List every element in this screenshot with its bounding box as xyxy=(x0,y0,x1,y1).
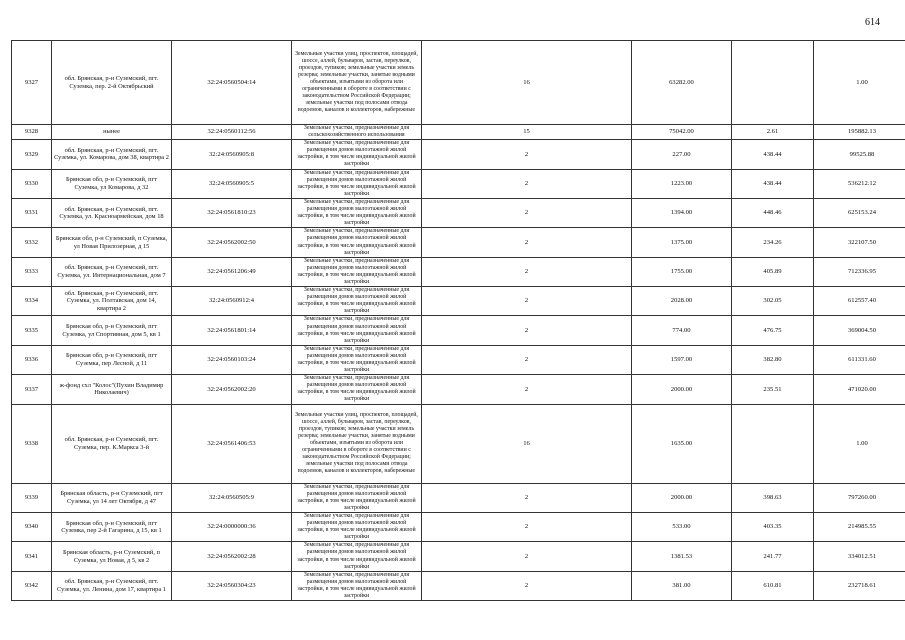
row-number: 9341 xyxy=(12,542,52,571)
address-cell: Брянская область, р-н Суземский, п Суземка, ул Новая, д 5, кв 2 xyxy=(52,542,172,571)
group-cell: 2 xyxy=(422,375,632,404)
land-purpose-cell: Земельные участки, предназначенные для размещения домов малоэтажной жилой застройки, в том числе индивидуальной жилой застройки xyxy=(292,571,422,600)
land-purpose-cell: Земельные участки, предназначенные для размещения домов малоэтажной жилой застройки, в том числе индивидуальной жилой застройки xyxy=(292,287,422,316)
group-cell: 2 xyxy=(422,140,632,169)
land-purpose-cell: Земельные участки, предназначенные для размещения домов малоэтажной жилой застройки, в том числе индивидуальной жилой застройки xyxy=(292,512,422,541)
area-cell: 75042.00 xyxy=(632,125,732,140)
group-cell: 2 xyxy=(422,198,632,227)
row-number: 9340 xyxy=(12,512,52,541)
cadastral-value-cell: 611331.60 xyxy=(814,345,905,374)
rate-cell: 405.89 xyxy=(732,257,814,286)
rate-cell: 438.44 xyxy=(732,169,814,198)
table-row xyxy=(12,345,905,374)
cadastral-number-cell: 32:24:0561801:14 xyxy=(172,316,292,345)
cadastral-value-cell: 536212.12 xyxy=(814,169,905,198)
address-cell: обл. Брянская, р-н Суземский, пгт. Суземка, ул. Комарова, дом 38, квартира 2 xyxy=(52,140,172,169)
area-cell: 1597.00 xyxy=(632,345,732,374)
group-cell: 2 xyxy=(422,542,632,571)
cadastral-number-cell: 32:24:0562002:28 xyxy=(172,542,292,571)
land-purpose-cell: Земельные участки, предназначенные для размещения домов малоэтажной жилой застройки, в том числе индивидуальной жилой застройки xyxy=(292,316,422,345)
row-number: 9336 xyxy=(12,345,52,374)
address-cell: обл. Брянская, р-н Суземский, пгт. Суземка, ул. Полтавская, дом 14, квартира 2 xyxy=(52,287,172,316)
cadastral-number-cell: 32:24:0561810:23 xyxy=(172,198,292,227)
area-cell: 1223.00 xyxy=(632,169,732,198)
row-number: 9327 xyxy=(12,41,52,125)
cadastral-value-cell: 612557.40 xyxy=(814,287,905,316)
cadastral-table xyxy=(11,40,905,601)
rate-cell: 235.51 xyxy=(732,375,814,404)
cadastral-value-cell: 625153.24 xyxy=(814,198,905,227)
cadastral-number-cell: 32:24:0560103:24 xyxy=(172,345,292,374)
area-cell: 1381.53 xyxy=(632,542,732,571)
land-purpose-cell: Земельные участки, предназначенные для размещения домов малоэтажной жилой застройки, в том числе индивидуальной жилой застройки xyxy=(292,257,422,286)
address-cell: ж-фонд схл "Колос"(Пухин Владимир Николаевич) xyxy=(52,375,172,404)
land-purpose-cell: Земельные участки, предназначенные для размещения домов малоэтажной жилой застройки, в том числе индивидуальной жилой застройки xyxy=(292,375,422,404)
address-cell: обл. Брянская, р-н Суземский, пгт. Суземка, ул. Интернациональная, дом 7 xyxy=(52,257,172,286)
land-purpose-cell: Земельные участки, предназначенные для размещения домов малоэтажной жилой застройки, в том числе индивидуальной жилой застройки xyxy=(292,140,422,169)
cadastral-number-cell: 32:24:0560112:56 xyxy=(172,125,292,140)
group-cell: 16 xyxy=(422,41,632,125)
table-row xyxy=(12,483,905,512)
land-purpose-cell: Земельные участки, предназначенные для размещения домов малоэтажной жилой застройки, в том числе индивидуальной жилой застройки xyxy=(292,345,422,374)
cadastral-value-cell: 99525.88 xyxy=(814,140,905,169)
address-cell: Брянская обл, р-н Суземский, п Суземка, ул Новая Прилозерная, д 15 xyxy=(52,228,172,257)
land-purpose-cell: Земельные участки, предназначенные для размещения домов малоэтажной жилой застройки, в том числе индивидуальной жилой застройки xyxy=(292,198,422,227)
row-number: 9339 xyxy=(12,483,52,512)
area-cell: 774.00 xyxy=(632,316,732,345)
land-purpose-cell: Земельные участки, предназначенные для сельскохозяйственного использования xyxy=(292,125,422,140)
rate-cell: 448.46 xyxy=(732,198,814,227)
group-cell: 2 xyxy=(422,257,632,286)
cadastral-number-cell: 32:24:0560304:23 xyxy=(172,571,292,600)
table-row xyxy=(12,228,905,257)
table-row xyxy=(12,140,905,169)
area-cell: 1635.00 xyxy=(632,404,732,483)
address-cell: обл. Брянская, р-н Суземский, пгт. Суземка, ул. Ленина, дом 17, квартира 1 xyxy=(52,571,172,600)
cadastral-value-cell: 322107.50 xyxy=(814,228,905,257)
group-cell: 2 xyxy=(422,571,632,600)
cadastral-value-cell: 712336.95 xyxy=(814,257,905,286)
table-row xyxy=(12,169,905,198)
rate-cell: 610.81 xyxy=(732,571,814,600)
area-cell: 533.00 xyxy=(632,512,732,541)
address-cell: обл. Брянская, р-н Суземский, пгт. Суземка, пер. 2-й Октябрьский xyxy=(52,41,172,125)
address-cell: Брянская обл, р-н Суземский, пгт Суземка, пер Лесной, д 11 xyxy=(52,345,172,374)
cadastral-value-cell: 369004.50 xyxy=(814,316,905,345)
row-number: 9332 xyxy=(12,228,52,257)
table-row xyxy=(12,375,905,404)
table-row xyxy=(12,404,905,483)
rate-cell xyxy=(732,41,814,125)
address-cell: нынее xyxy=(52,125,172,140)
cadastral-number-cell: 32:24:0561406:53 xyxy=(172,404,292,483)
group-cell: 2 xyxy=(422,512,632,541)
address-cell: обл. Брянская, р-н Суземский, пгт. Суземка, ул. Красноармейская, дом 18 xyxy=(52,198,172,227)
cadastral-value-cell: 334012.51 xyxy=(814,542,905,571)
cadastral-number-cell: 32:24:0560912:4 xyxy=(172,287,292,316)
cadastral-value-cell: 232718.61 xyxy=(814,571,905,600)
row-number: 9333 xyxy=(12,257,52,286)
cadastral-number-cell: 32:24:0562002:20 xyxy=(172,375,292,404)
rate-cell: 234.26 xyxy=(732,228,814,257)
table-row xyxy=(12,316,905,345)
table-row xyxy=(12,512,905,541)
table-row xyxy=(12,257,905,286)
cadastral-value-cell: 1.00 xyxy=(814,41,905,125)
land-purpose-cell: Земельные участки улиц, проспектов, площадей, шоссе, аллей, бульваров, застав, переулков, проездов, тупиков; земельные участки земель резерва; земельные участки, занятые водными объектами, изъятыми из оборота или ограниченными в обороте в соответствии с законодательством Российской Федерации; земельные участки под полосами отвода водоемов, каналов и коллекторов, набережные xyxy=(292,41,422,125)
table-row xyxy=(12,287,905,316)
rate-cell: 2.61 xyxy=(732,125,814,140)
area-cell: 2000.00 xyxy=(632,375,732,404)
address-cell: Брянская обл, р-н Суземский, пгт Суземка, пер 2-й Гагарина, д 15, кв 1 xyxy=(52,512,172,541)
row-number: 9337 xyxy=(12,375,52,404)
cadastral-value-cell: 195882.13 xyxy=(814,125,905,140)
rate-cell: 403.35 xyxy=(732,512,814,541)
group-cell: 2 xyxy=(422,228,632,257)
cadastral-number-cell: 32:24:0560905:8 xyxy=(172,140,292,169)
group-cell: 2 xyxy=(422,345,632,374)
row-number: 9335 xyxy=(12,316,52,345)
area-cell: 1375.00 xyxy=(632,228,732,257)
page-number: 614 xyxy=(865,17,880,28)
group-cell: 15 xyxy=(422,125,632,140)
rate-cell: 241.77 xyxy=(732,542,814,571)
rate-cell: 382.80 xyxy=(732,345,814,374)
row-number: 9328 xyxy=(12,125,52,140)
table-row xyxy=(12,125,905,140)
group-cell: 2 xyxy=(422,287,632,316)
area-cell: 2028.00 xyxy=(632,287,732,316)
cadastral-value-cell: 471020.00 xyxy=(814,375,905,404)
area-cell: 2000.00 xyxy=(632,483,732,512)
land-purpose-cell: Земельные участки, предназначенные для размещения домов малоэтажной жилой застройки, в том числе индивидуальной жилой застройки xyxy=(292,169,422,198)
area-cell: 1755.00 xyxy=(632,257,732,286)
area-cell: 63282.00 xyxy=(632,41,732,125)
area-cell: 381.00 xyxy=(632,571,732,600)
land-purpose-cell: Земельные участки улиц, проспектов, площадей, шоссе, аллей, бульваров, застав, переулков, проездов, тупиков; земельные участки земель резерва; земельные участки, занятые водными объектами, изъятыми из оборота или ограниченными в обороте в соответствии с законодательством Российской Федерации; земельные участки под полосами отвода водоемов, каналов и коллекторов, набережные xyxy=(292,404,422,483)
rate-cell: 438.44 xyxy=(732,140,814,169)
address-cell: Брянская обл, р-н Суземский, пгт Суземка, ул Спортивная, дом 5, кв 1 xyxy=(52,316,172,345)
rate-cell: 476.75 xyxy=(732,316,814,345)
row-number: 9334 xyxy=(12,287,52,316)
cadastral-number-cell: 32:24:0560505:9 xyxy=(172,483,292,512)
row-number: 9331 xyxy=(12,198,52,227)
address-cell: Брянская область, р-н Суземский, пгт Суземка, ул 14 лет Октября, д 47 xyxy=(52,483,172,512)
cadastral-value-cell: 797260.00 xyxy=(814,483,905,512)
land-purpose-cell: Земельные участки, предназначенные для размещения домов малоэтажной жилой застройки, в том числе индивидуальной жилой застройки xyxy=(292,483,422,512)
cadastral-number-cell: 32:24:0561206:49 xyxy=(172,257,292,286)
table-row xyxy=(12,542,905,571)
table-row xyxy=(12,571,905,600)
cadastral-value-cell: 214985.55 xyxy=(814,512,905,541)
land-purpose-cell: Земельные участки, предназначенные для размещения домов малоэтажной жилой застройки, в том числе индивидуальной жилой застройки xyxy=(292,542,422,571)
row-number: 9338 xyxy=(12,404,52,483)
cadastral-value-cell: 1.00 xyxy=(814,404,905,483)
area-cell: 1394.00 xyxy=(632,198,732,227)
cadastral-number-cell: 32:24:0560504:14 xyxy=(172,41,292,125)
area-cell: 227.00 xyxy=(632,140,732,169)
rate-cell: 398.63 xyxy=(732,483,814,512)
land-purpose-cell: Земельные участки, предназначенные для размещения домов малоэтажной жилой застройки, в том числе индивидуальной жилой застройки xyxy=(292,228,422,257)
row-number: 9330 xyxy=(12,169,52,198)
group-cell: 2 xyxy=(422,316,632,345)
address-cell: Брянская обл, р-н Суземский, пгт Суземка, ул Комарова, д 32 xyxy=(52,169,172,198)
table-row xyxy=(12,41,905,125)
group-cell: 16 xyxy=(422,404,632,483)
cadastral-number-cell: 32:24:0560905:5 xyxy=(172,169,292,198)
table-row xyxy=(12,198,905,227)
row-number: 9342 xyxy=(12,571,52,600)
cadastral-number-cell: 32:24:0562002:50 xyxy=(172,228,292,257)
cadastral-number-cell: 32:24:0000000:36 xyxy=(172,512,292,541)
group-cell: 2 xyxy=(422,483,632,512)
address-cell: обл. Брянская, р-н Суземский, пгт. Суземка, пер. К.Маркса 3-й xyxy=(52,404,172,483)
group-cell: 2 xyxy=(422,169,632,198)
rate-cell: 302.05 xyxy=(732,287,814,316)
row-number: 9329 xyxy=(12,140,52,169)
rate-cell xyxy=(732,404,814,483)
